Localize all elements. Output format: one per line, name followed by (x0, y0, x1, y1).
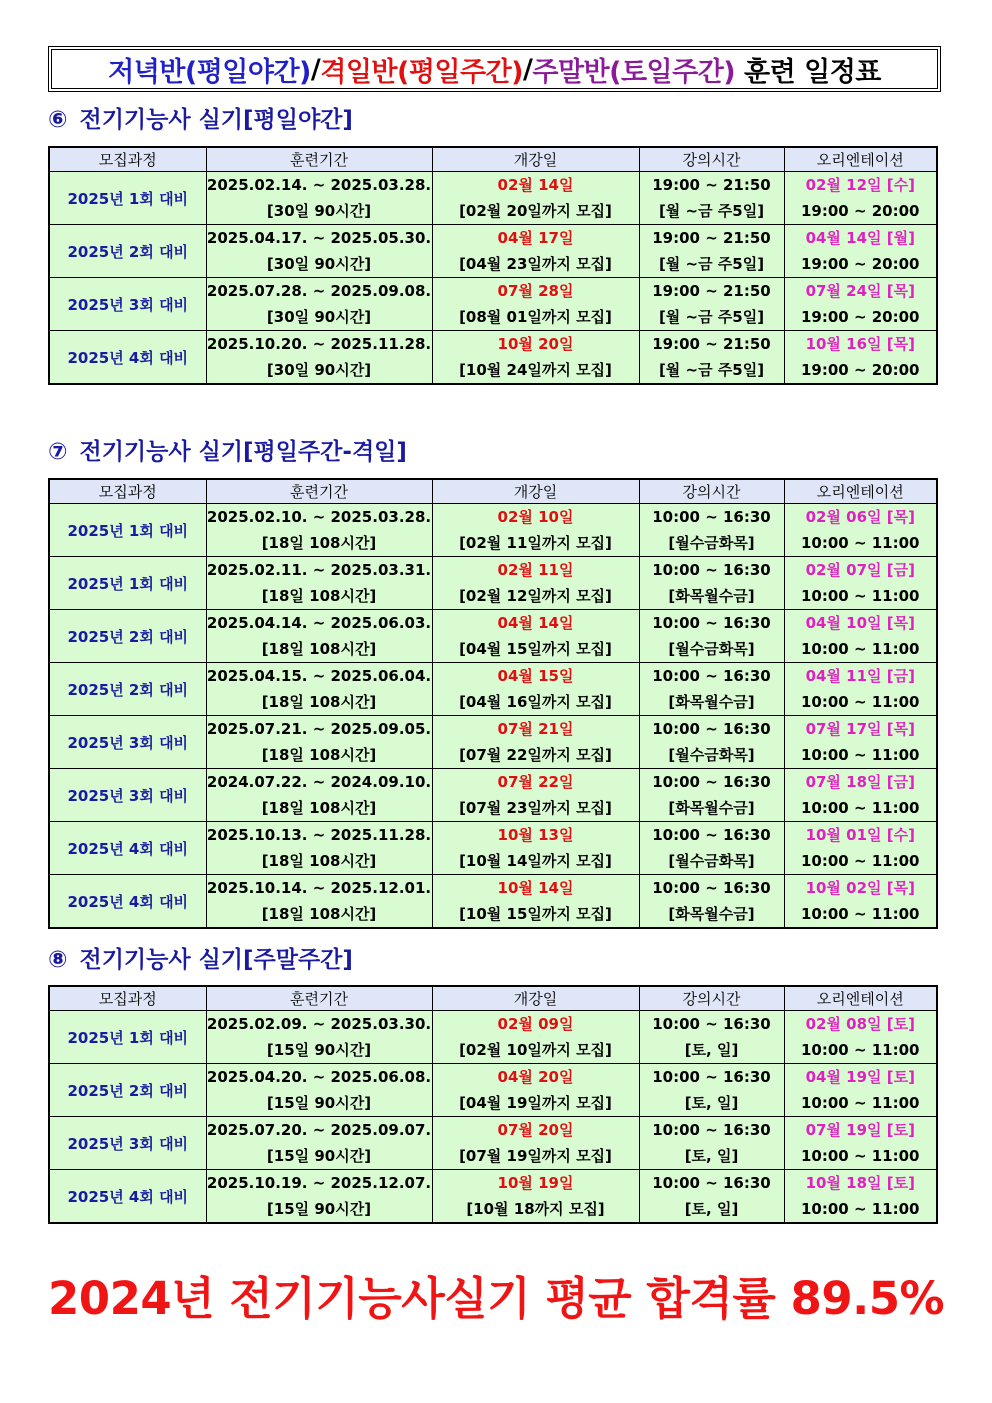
course-cell (49, 769, 206, 822)
period-cell (206, 225, 432, 278)
orientation-cell (784, 278, 937, 331)
start-date: 07월 28일 (497, 282, 574, 300)
title-sep-1: / (310, 53, 321, 85)
lecture-time: 10:00 ~ 16:30 (652, 561, 771, 579)
schedule-table-evening (48, 146, 938, 385)
section-title: 전기기능사 실기[주말주간] (79, 947, 353, 973)
course-label: 2025년 3회 대비 (67, 786, 189, 805)
period-hours: [18일 108시간] (261, 746, 377, 764)
orientation-time: 10:00 ~ 11:00 (800, 693, 920, 711)
header-start: 개강일 (432, 147, 639, 172)
start-date: 04월 14일 (497, 614, 574, 632)
header-course: 모집과정 (49, 147, 206, 172)
lecture-time: 10:00 ~ 16:30 (652, 773, 771, 791)
period-range: 2025.04.15. ~ 2025.06.04. (206, 667, 432, 685)
course-label: 2025년 3회 대비 (67, 295, 189, 314)
orientation-time: 10:00 ~ 11:00 (800, 640, 920, 658)
start-cell (432, 557, 639, 610)
period-cell (206, 172, 432, 225)
orientation-date: 10월 01일 [수] (805, 826, 915, 844)
time-cell (639, 225, 784, 278)
time-cell (639, 1011, 784, 1064)
period-range: 2025.04.20. ~ 2025.06.08. (206, 1068, 432, 1086)
period-range: 2025.02.14. ~ 2025.03.28. (206, 176, 432, 194)
table-row (49, 504, 937, 557)
orientation-date: 07월 17일 [목] (805, 720, 915, 738)
orientation-time: 10:00 ~ 11:00 (800, 905, 920, 923)
course-cell (49, 822, 206, 875)
course-label: 2025년 1회 대비 (67, 1028, 189, 1047)
page-title-box (48, 46, 941, 92)
orientation-date: 07월 19일 [토] (805, 1121, 915, 1139)
orientation-date: 07월 18일 [금] (805, 773, 915, 791)
orientation-date: 04월 19일 [토] (805, 1068, 915, 1086)
lecture-time: 10:00 ~ 16:30 (652, 879, 771, 897)
course-label: 2025년 3회 대비 (67, 733, 189, 752)
time-cell (639, 663, 784, 716)
period-cell (206, 875, 432, 929)
orientation-time: 10:00 ~ 11:00 (800, 534, 920, 552)
period-range: 2025.07.28. ~ 2025.09.08. (206, 282, 432, 300)
start-date: 07월 20일 (497, 1121, 574, 1139)
course-label: 2025년 2회 대비 (67, 627, 189, 646)
orientation-cell (784, 822, 937, 875)
recruit-deadline: [04월 19일까지 모집] (459, 1094, 612, 1112)
period-range: 2025.02.09. ~ 2025.03.30. (206, 1015, 432, 1033)
table-row (49, 769, 937, 822)
period-cell (206, 504, 432, 557)
time-cell (639, 504, 784, 557)
start-cell (432, 331, 639, 385)
start-cell (432, 504, 639, 557)
orientation-cell (784, 610, 937, 663)
start-cell (432, 663, 639, 716)
table-row (49, 1011, 937, 1064)
course-cell (49, 716, 206, 769)
course-label: 2025년 3회 대비 (67, 1134, 189, 1153)
start-cell (432, 1170, 639, 1224)
period-cell (206, 716, 432, 769)
period-hours: [30일 90시간] (266, 308, 372, 326)
period-hours: [18일 108시간] (261, 534, 377, 552)
recruit-deadline: [07월 23일까지 모집] (459, 799, 612, 817)
course-label: 2025년 4회 대비 (67, 839, 189, 858)
time-cell (639, 331, 784, 385)
lecture-days: [월 ~금 주5일] (658, 308, 765, 326)
period-range: 2025.10.14. ~ 2025.12.01. (206, 879, 432, 897)
orientation-date: 10월 18일 [토] (805, 1174, 915, 1192)
table-row (49, 610, 937, 663)
lecture-time: 10:00 ~ 16:30 (652, 826, 771, 844)
course-cell (49, 331, 206, 385)
lecture-days: [월수금화목] (668, 534, 755, 552)
header-period: 훈련기간 (206, 147, 432, 172)
period-cell (206, 1011, 432, 1064)
period-hours: [18일 108시간] (261, 640, 377, 658)
course-label: 2025년 4회 대비 (67, 348, 189, 367)
lecture-time: 19:00 ~ 21:50 (652, 229, 771, 247)
start-cell (432, 1117, 639, 1170)
lecture-days: [월수금화목] (668, 852, 755, 870)
lecture-time: 10:00 ~ 16:30 (652, 667, 771, 685)
header-time: 강의시간 (639, 986, 784, 1011)
table-header-row (49, 479, 937, 504)
time-cell (639, 1117, 784, 1170)
course-cell (49, 1064, 206, 1117)
course-cell (49, 663, 206, 716)
period-hours: [15일 90시간] (266, 1041, 372, 1059)
orientation-date: 04월 10일 [목] (805, 614, 915, 632)
section-heading-8 (48, 941, 353, 974)
table-row (49, 1170, 937, 1224)
orientation-time: 19:00 ~ 20:00 (800, 308, 920, 326)
orientation-cell (784, 172, 937, 225)
header-period: 훈련기간 (206, 986, 432, 1011)
recruit-deadline: [02월 12일까지 모집] (459, 587, 612, 605)
time-cell (639, 822, 784, 875)
title-suffix: 훈련 일정표 (735, 56, 881, 88)
orientation-time: 10:00 ~ 11:00 (800, 587, 920, 605)
start-cell (432, 1064, 639, 1117)
course-label: 2025년 1회 대비 (67, 521, 189, 540)
period-range: 2025.04.17. ~ 2025.05.30. (206, 229, 432, 247)
course-cell (49, 504, 206, 557)
lecture-days: [월수금화목] (668, 746, 755, 764)
header-orientation: 오리엔테이션 (784, 147, 937, 172)
orientation-cell (784, 1170, 937, 1224)
header-start: 개강일 (432, 986, 639, 1011)
section-number: ⑦ (48, 439, 68, 465)
lecture-time: 19:00 ~ 21:50 (652, 282, 771, 300)
table-row (49, 172, 937, 225)
orientation-date: 02월 08일 [토] (805, 1015, 915, 1033)
header-start: 개강일 (432, 479, 639, 504)
course-cell (49, 278, 206, 331)
lecture-time: 10:00 ~ 16:30 (652, 1015, 771, 1033)
period-cell (206, 557, 432, 610)
lecture-days: [화목월수금] (668, 693, 755, 711)
start-date: 02월 09일 (497, 1015, 574, 1033)
lecture-days: [화목월수금] (668, 587, 755, 605)
table-header-row (49, 986, 937, 1011)
section-number: ⑧ (48, 947, 68, 973)
orientation-date: 07월 24일 [목] (805, 282, 915, 300)
orientation-cell (784, 716, 937, 769)
table-row (49, 331, 937, 385)
recruit-deadline: [04월 16일까지 모집] (459, 693, 612, 711)
lecture-time: 19:00 ~ 21:50 (652, 335, 771, 353)
start-cell (432, 875, 639, 929)
period-range: 2025.02.10. ~ 2025.03.28. (206, 508, 432, 526)
table-row (49, 225, 937, 278)
table-row (49, 1117, 937, 1170)
schedule-table-weekend (48, 985, 938, 1224)
orientation-time: 10:00 ~ 11:00 (800, 1041, 920, 1059)
header-course: 모집과정 (49, 986, 206, 1011)
period-hours: [15일 90시간] (266, 1147, 372, 1165)
header-time: 강의시간 (639, 479, 784, 504)
start-cell (432, 172, 639, 225)
lecture-days: [월 ~금 주5일] (658, 202, 765, 220)
period-range: 2025.10.13. ~ 2025.11.28. (206, 826, 432, 844)
course-cell (49, 172, 206, 225)
course-cell (49, 1011, 206, 1064)
period-hours: [30일 90시간] (266, 202, 372, 220)
recruit-deadline: [10월 18까지 모집] (466, 1200, 605, 1218)
course-cell (49, 225, 206, 278)
lecture-time: 10:00 ~ 16:30 (652, 1121, 771, 1139)
orientation-cell (784, 331, 937, 385)
start-date: 10월 19일 (497, 1174, 574, 1192)
recruit-deadline: [02월 10일까지 모집] (459, 1041, 612, 1059)
start-cell (432, 769, 639, 822)
lecture-days: [토, 일] (684, 1200, 739, 1218)
orientation-time: 10:00 ~ 11:00 (800, 1147, 920, 1165)
recruit-deadline: [08월 01일까지 모집] (459, 308, 612, 326)
course-cell (49, 557, 206, 610)
start-date: 02월 10일 (497, 508, 574, 526)
header-course: 모집과정 (49, 479, 206, 504)
period-range: 2025.02.11. ~ 2025.03.31. (206, 561, 432, 579)
start-date: 04월 20일 (497, 1068, 574, 1086)
start-date: 04월 15일 (497, 667, 574, 685)
time-cell (639, 1170, 784, 1224)
lecture-days: [화목월수금] (668, 905, 755, 923)
title-sep-2: / (523, 53, 533, 85)
time-cell (639, 716, 784, 769)
period-range: 2025.07.21. ~ 2025.09.05. (206, 720, 432, 738)
lecture-days: [월수금화목] (668, 640, 755, 658)
orientation-cell (784, 504, 937, 557)
table-row (49, 1064, 937, 1117)
recruit-deadline: [10월 24일까지 모집] (459, 361, 612, 379)
orientation-cell (784, 875, 937, 929)
period-range: 2025.04.14. ~ 2025.06.03. (206, 614, 432, 632)
course-label: 2025년 2회 대비 (67, 680, 189, 699)
period-hours: [30일 90시간] (266, 361, 372, 379)
start-cell (432, 822, 639, 875)
orientation-date: 10월 16일 [목] (805, 335, 915, 353)
time-cell (639, 1064, 784, 1117)
table-row (49, 822, 937, 875)
time-cell (639, 278, 784, 331)
course-label: 2025년 1회 대비 (67, 574, 189, 593)
section-title: 전기기능사 실기[평일야간] (79, 107, 353, 133)
orientation-time: 19:00 ~ 20:00 (800, 202, 920, 220)
period-cell (206, 769, 432, 822)
course-label: 2025년 4회 대비 (67, 892, 189, 911)
page-title (51, 49, 938, 89)
table-row (49, 716, 937, 769)
start-date: 04월 17일 (497, 229, 574, 247)
orientation-time: 10:00 ~ 11:00 (800, 799, 920, 817)
period-range: 2025.10.19. ~ 2025.12.07. (206, 1174, 432, 1192)
section-title: 전기기능사 실기[평일주간-격일] (79, 439, 407, 465)
lecture-time: 10:00 ~ 16:30 (652, 1174, 771, 1192)
lecture-days: [토, 일] (684, 1041, 739, 1059)
period-cell (206, 1117, 432, 1170)
orientation-date: 02월 12일 [수] (805, 176, 915, 194)
course-cell (49, 1170, 206, 1224)
orientation-time: 10:00 ~ 11:00 (800, 746, 920, 764)
period-hours: [15일 90시간] (266, 1200, 372, 1218)
course-cell (49, 1117, 206, 1170)
orientation-cell (784, 1064, 937, 1117)
time-cell (639, 875, 784, 929)
course-label: 2025년 1회 대비 (67, 189, 189, 208)
schedule-table-alternate (48, 478, 938, 929)
orientation-cell (784, 663, 937, 716)
period-hours: [18일 108시간] (261, 587, 377, 605)
orientation-cell (784, 1011, 937, 1064)
orientation-date: 04월 14일 [월] (805, 229, 915, 247)
table-row (49, 663, 937, 716)
section-number: ⑥ (48, 107, 68, 133)
orientation-cell (784, 225, 937, 278)
lecture-time: 19:00 ~ 21:50 (652, 176, 771, 194)
period-range: 2024.07.22. ~ 2024.09.10. (206, 773, 432, 791)
course-label: 2025년 2회 대비 (67, 1081, 189, 1100)
header-period: 훈련기간 (206, 479, 432, 504)
lecture-days: [화목월수금] (668, 799, 755, 817)
start-date: 10월 13일 (497, 826, 574, 844)
period-cell (206, 1064, 432, 1117)
title-weekend: 주말반(토일주간) (532, 56, 736, 88)
period-hours: [18일 108시간] (261, 799, 377, 817)
recruit-deadline: [04월 15일까지 모집] (459, 640, 612, 658)
table-header-row (49, 147, 937, 172)
period-cell (206, 1170, 432, 1224)
period-cell (206, 278, 432, 331)
lecture-time: 10:00 ~ 16:30 (652, 508, 771, 526)
period-hours: [15일 90시간] (266, 1094, 372, 1112)
lecture-time: 10:00 ~ 16:30 (652, 1068, 771, 1086)
lecture-days: [월 ~금 주5일] (658, 361, 765, 379)
time-cell (639, 557, 784, 610)
start-cell (432, 278, 639, 331)
period-cell (206, 822, 432, 875)
period-hours: [30일 90시간] (266, 255, 372, 273)
orientation-date: 10월 02일 [목] (805, 879, 915, 897)
recruit-deadline: [02월 20일까지 모집] (459, 202, 612, 220)
lecture-days: [토, 일] (684, 1094, 739, 1112)
orientation-cell (784, 769, 937, 822)
start-cell (432, 610, 639, 663)
table-row (49, 278, 937, 331)
orientation-cell (784, 557, 937, 610)
start-date: 10월 14일 (497, 879, 574, 897)
lecture-time: 10:00 ~ 16:30 (652, 614, 771, 632)
recruit-deadline: [04월 23일까지 모집] (459, 255, 612, 273)
section-heading-6 (48, 101, 353, 134)
lecture-days: [월 ~금 주5일] (658, 255, 765, 273)
table-row (49, 875, 937, 929)
recruit-deadline: [10월 14일까지 모집] (459, 852, 612, 870)
start-date: 02월 14일 (497, 176, 574, 194)
orientation-date: 04월 11일 [금] (805, 667, 915, 685)
recruit-deadline: [02월 11일까지 모집] (459, 534, 612, 552)
start-date: 07월 21일 (497, 720, 574, 738)
orientation-date: 02월 07일 [금] (805, 561, 915, 579)
start-cell (432, 1011, 639, 1064)
start-date: 02월 11일 (497, 561, 574, 579)
period-cell (206, 610, 432, 663)
period-cell (206, 331, 432, 385)
section-heading-7 (48, 433, 407, 466)
recruit-deadline: [07월 19일까지 모집] (459, 1147, 612, 1165)
header-time: 강의시간 (639, 147, 784, 172)
orientation-time: 10:00 ~ 11:00 (800, 1200, 920, 1218)
lecture-days: [토, 일] (684, 1147, 739, 1165)
table-row (49, 557, 937, 610)
title-evening: 저녁반(평일야간) (108, 56, 311, 88)
period-hours: [18일 108시간] (261, 852, 377, 870)
start-date: 10월 20일 (497, 335, 574, 353)
period-hours: [18일 108시간] (261, 905, 377, 923)
time-cell (639, 610, 784, 663)
header-orientation: 오리엔테이션 (784, 986, 937, 1011)
pass-rate-banner: 2024년 전기기능사실기 평균 합격률 89.5% (48, 1272, 945, 1325)
period-hours: [18일 108시간] (261, 693, 377, 711)
orientation-time: 10:00 ~ 11:00 (800, 852, 920, 870)
time-cell (639, 172, 784, 225)
title-alternate: 격일반(평일주간) (320, 56, 524, 88)
orientation-time: 19:00 ~ 20:00 (800, 255, 920, 273)
period-range: 2025.10.20. ~ 2025.11.28. (206, 335, 432, 353)
orientation-time: 10:00 ~ 11:00 (800, 1094, 920, 1112)
orientation-date: 02월 06일 [목] (805, 508, 915, 526)
header-orientation: 오리엔테이션 (784, 479, 937, 504)
course-cell (49, 875, 206, 929)
start-cell (432, 225, 639, 278)
lecture-time: 10:00 ~ 16:30 (652, 720, 771, 738)
start-cell (432, 716, 639, 769)
orientation-time: 19:00 ~ 20:00 (800, 361, 920, 379)
recruit-deadline: [10월 15일까지 모집] (459, 905, 612, 923)
period-range: 2025.07.20. ~ 2025.09.07. (206, 1121, 432, 1139)
time-cell (639, 769, 784, 822)
period-cell (206, 663, 432, 716)
recruit-deadline: [07월 22일까지 모집] (459, 746, 612, 764)
course-label: 2025년 4회 대비 (67, 1187, 189, 1206)
orientation-cell (784, 1117, 937, 1170)
start-date: 07월 22일 (497, 773, 574, 791)
course-label: 2025년 2회 대비 (67, 242, 189, 261)
course-cell (49, 610, 206, 663)
